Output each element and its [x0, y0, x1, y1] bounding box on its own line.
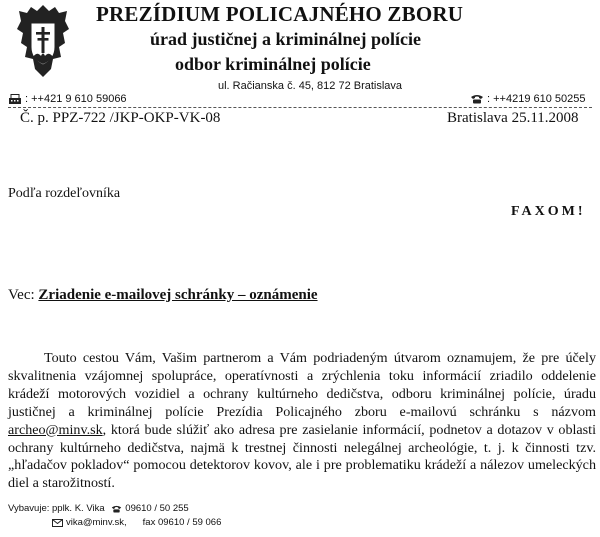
handler-email[interactable]: vika@minv.sk,: [66, 517, 127, 528]
reference-number: Č. p. PPZ-722 /JKP-OKP-VK-08: [20, 110, 221, 126]
subject-line: [8, 287, 318, 304]
phone-number: ++4219 610 50255: [493, 93, 586, 105]
letterhead-department: úrad justičnej a kriminálnej polície: [150, 29, 421, 49]
subject-label: Vec:: [8, 287, 35, 303]
handler-phone: 09610 / 50 255: [125, 503, 189, 514]
telephone-icon: [470, 94, 484, 104]
subject-text: Zriadenie e-mailovej schránky – oznámenie: [38, 287, 318, 303]
letterhead-division: odbor kriminálnej polície: [175, 54, 371, 74]
handler-name: Vybavuje: pplk. K. Vika: [8, 503, 105, 514]
letterhead-divider: [8, 107, 592, 109]
handler-fax: fax 09610 / 59 066: [142, 517, 222, 528]
letterhead-title: PREZÍDIUM POLICAJNÉHO ZBORU: [96, 2, 464, 26]
footer-handler: [8, 503, 189, 514]
letterhead-phone: : ++4219 610 50255: [470, 93, 586, 105]
telephone-icon: [111, 505, 122, 513]
body-text-part2: , ktorá bude slúžiť ako adresa pre zasielanie informácií, podnetov a dotazov v oblasti ochrany kultúrneho dedičstva, najmä k trestnej činnosti nelegálnej archeológie, t. j. k činnosti tzv. „hľadačov pokladov“ pomocou detektorov kovov, ale i pre problematiku krádeží a nálezov umeleckých diel a starožitností.: [8, 421, 596, 492]
body-text-part1: Touto cestou Vám, Vašim partnerom a Vám podriadeným útvarom oznamujem, že pre účely skvalitnenia vzájomnej spolupráce, operatívnosti a zrýchlenia toku informácií zriadilo oddelenie krádeží motorových vozidiel a ochrany kultúrneho dedičstva, odboru kriminálnej polície, úradu justičnej a kriminálnej polície Prezídia Policajného zboru e-mailovú schránku s názvom: [8, 350, 596, 420]
letterhead-address: ul. Račianska č. 45, 812 72 Bratislava: [218, 80, 403, 92]
coat-of-arms-icon: [15, 3, 71, 83]
letterhead-fax: : ++421 9 610 59066: [8, 93, 127, 105]
delivery-note: FAXOM!: [511, 204, 586, 219]
footer-contact: [52, 517, 221, 528]
place-date: Bratislava 25.11.2008: [447, 110, 579, 126]
recipient: Podľa rozdeľovníka: [8, 186, 121, 201]
fax-machine-icon: [8, 94, 22, 104]
contact-email-link[interactable]: archeo@minv.sk: [8, 421, 103, 438]
email-icon: [52, 519, 63, 527]
fax-number: ++421 9 610 59066: [31, 93, 127, 105]
body-paragraph: [8, 350, 596, 493]
